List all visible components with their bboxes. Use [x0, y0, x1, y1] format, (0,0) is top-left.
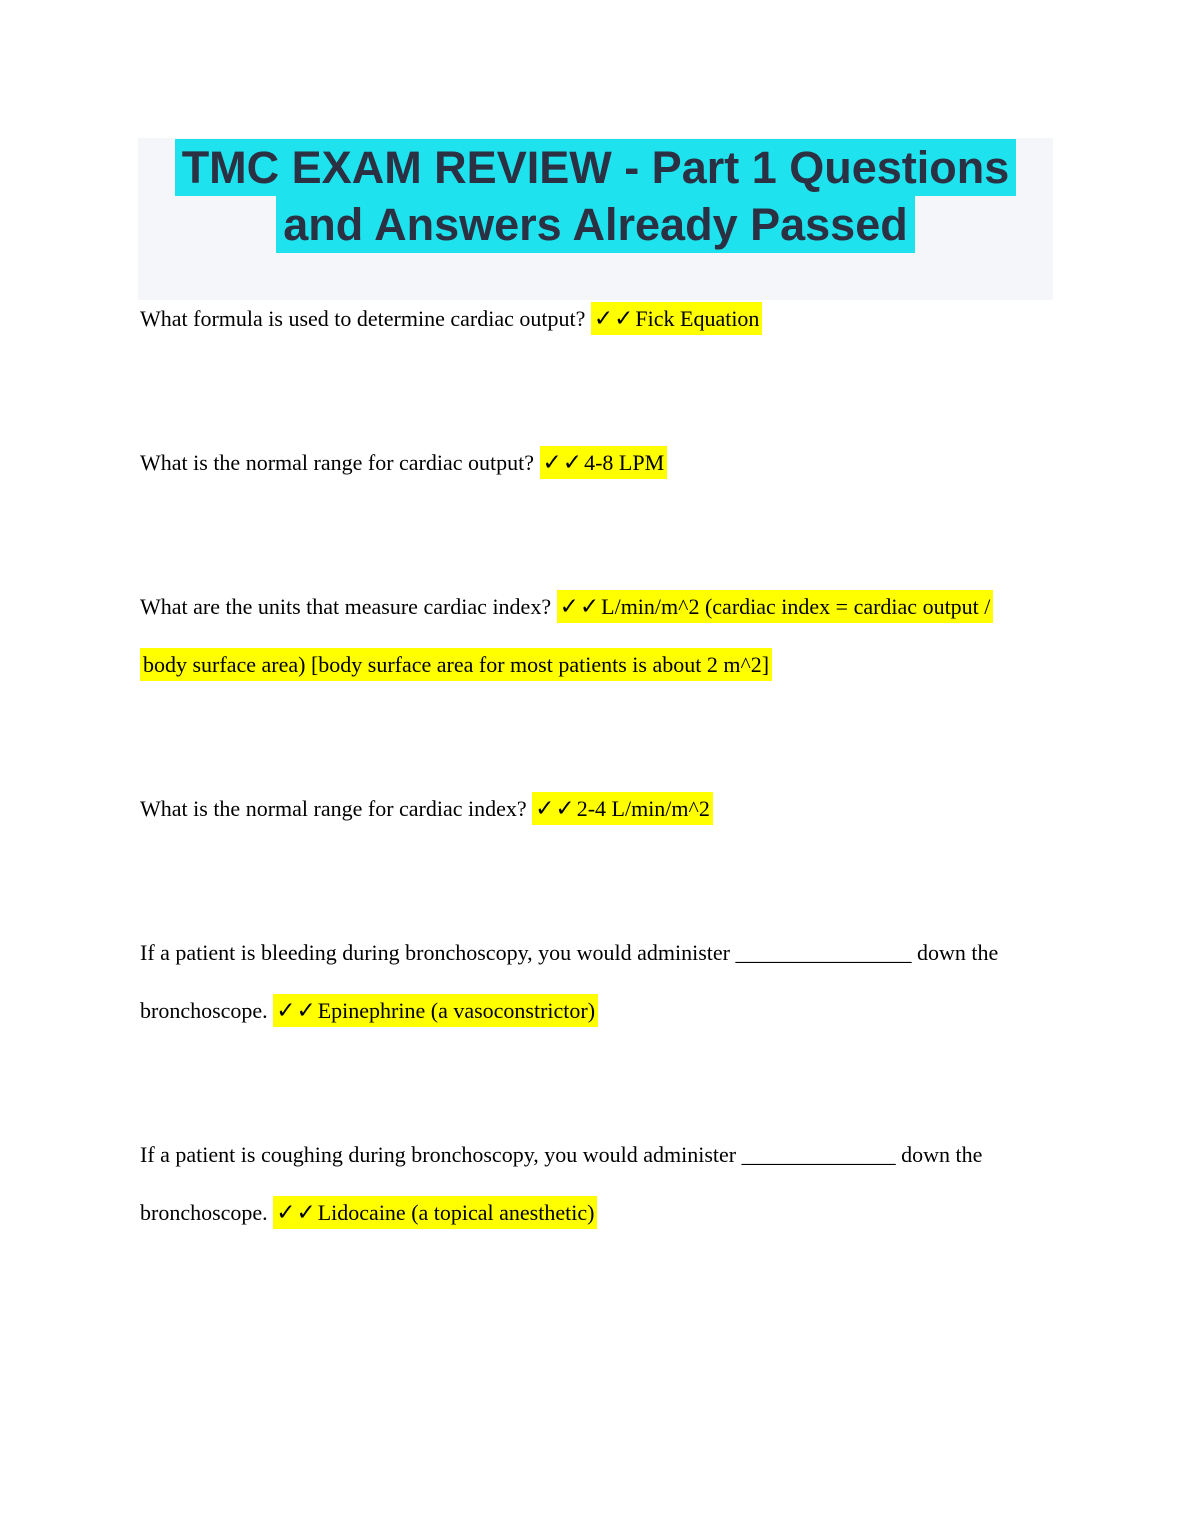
checkmark-icon: ✓✓: [276, 1200, 317, 1226]
question-text: If a patient is bleeding during bronchoscopy, you would administer ________________ down the: [140, 940, 999, 965]
question-text: bronchoscope.: [140, 998, 274, 1023]
question-text: If a patient is coughing during bronchoscopy, you would administer ______________ down the: [140, 1142, 983, 1167]
answer-highlight: [591, 302, 763, 335]
title-highlight-2: and Answers Already Passed: [276, 196, 914, 253]
answer-text: L/min/m^2 (cardiac index = cardiac output /: [601, 594, 991, 619]
question-text: What formula is used to determine cardiac output?: [140, 306, 591, 331]
checkmark-icon: ✓✓: [535, 796, 576, 822]
qa-paragraph: [140, 290, 1053, 348]
question-text: What is the normal range for cardiac index?: [140, 796, 533, 821]
question-text: What are the units that measure cardiac index?: [140, 594, 557, 619]
answer-highlight: [540, 446, 668, 479]
checkmark-icon: ✓✓: [593, 306, 635, 332]
question-answer-list: [140, 290, 1053, 1328]
checkmark-icon: ✓✓: [276, 998, 317, 1024]
answer-highlight: [557, 590, 994, 623]
qa-paragraph: [140, 924, 1053, 1040]
title-line-2: [138, 196, 1053, 253]
title-highlight-1: TMC EXAM REVIEW - Part 1 Questions: [175, 139, 1017, 196]
answer-text: Fick Equation: [635, 306, 760, 331]
title-header-box: [138, 138, 1053, 300]
document-title: [138, 138, 1053, 253]
checkmark-icon: ✓✓: [542, 450, 584, 476]
answer-highlight: [273, 994, 598, 1027]
qa-paragraph: [140, 780, 1053, 838]
qa-paragraph: [140, 578, 1053, 694]
answer-text: Lidocaine (a topical anesthetic): [317, 1200, 595, 1225]
title-line-1: [138, 139, 1053, 196]
answer-highlight: [140, 648, 772, 681]
checkmark-icon: ✓✓: [559, 594, 601, 620]
answer-text: body surface area) [body surface area for most patients is about 2 m^2]: [143, 652, 770, 677]
answer-text: Epinephrine (a vasoconstrictor): [317, 998, 596, 1023]
answer-text: 2-4 L/min/m^2: [576, 796, 710, 821]
question-text: bronchoscope.: [140, 1200, 274, 1225]
answer-highlight: [273, 1196, 597, 1229]
answer-text: 4-8 LPM: [584, 450, 665, 475]
question-text: What is the normal range for cardiac output?: [140, 450, 540, 475]
qa-paragraph: [140, 1126, 1053, 1242]
answer-highlight: [532, 792, 713, 825]
qa-paragraph: [140, 434, 1053, 492]
